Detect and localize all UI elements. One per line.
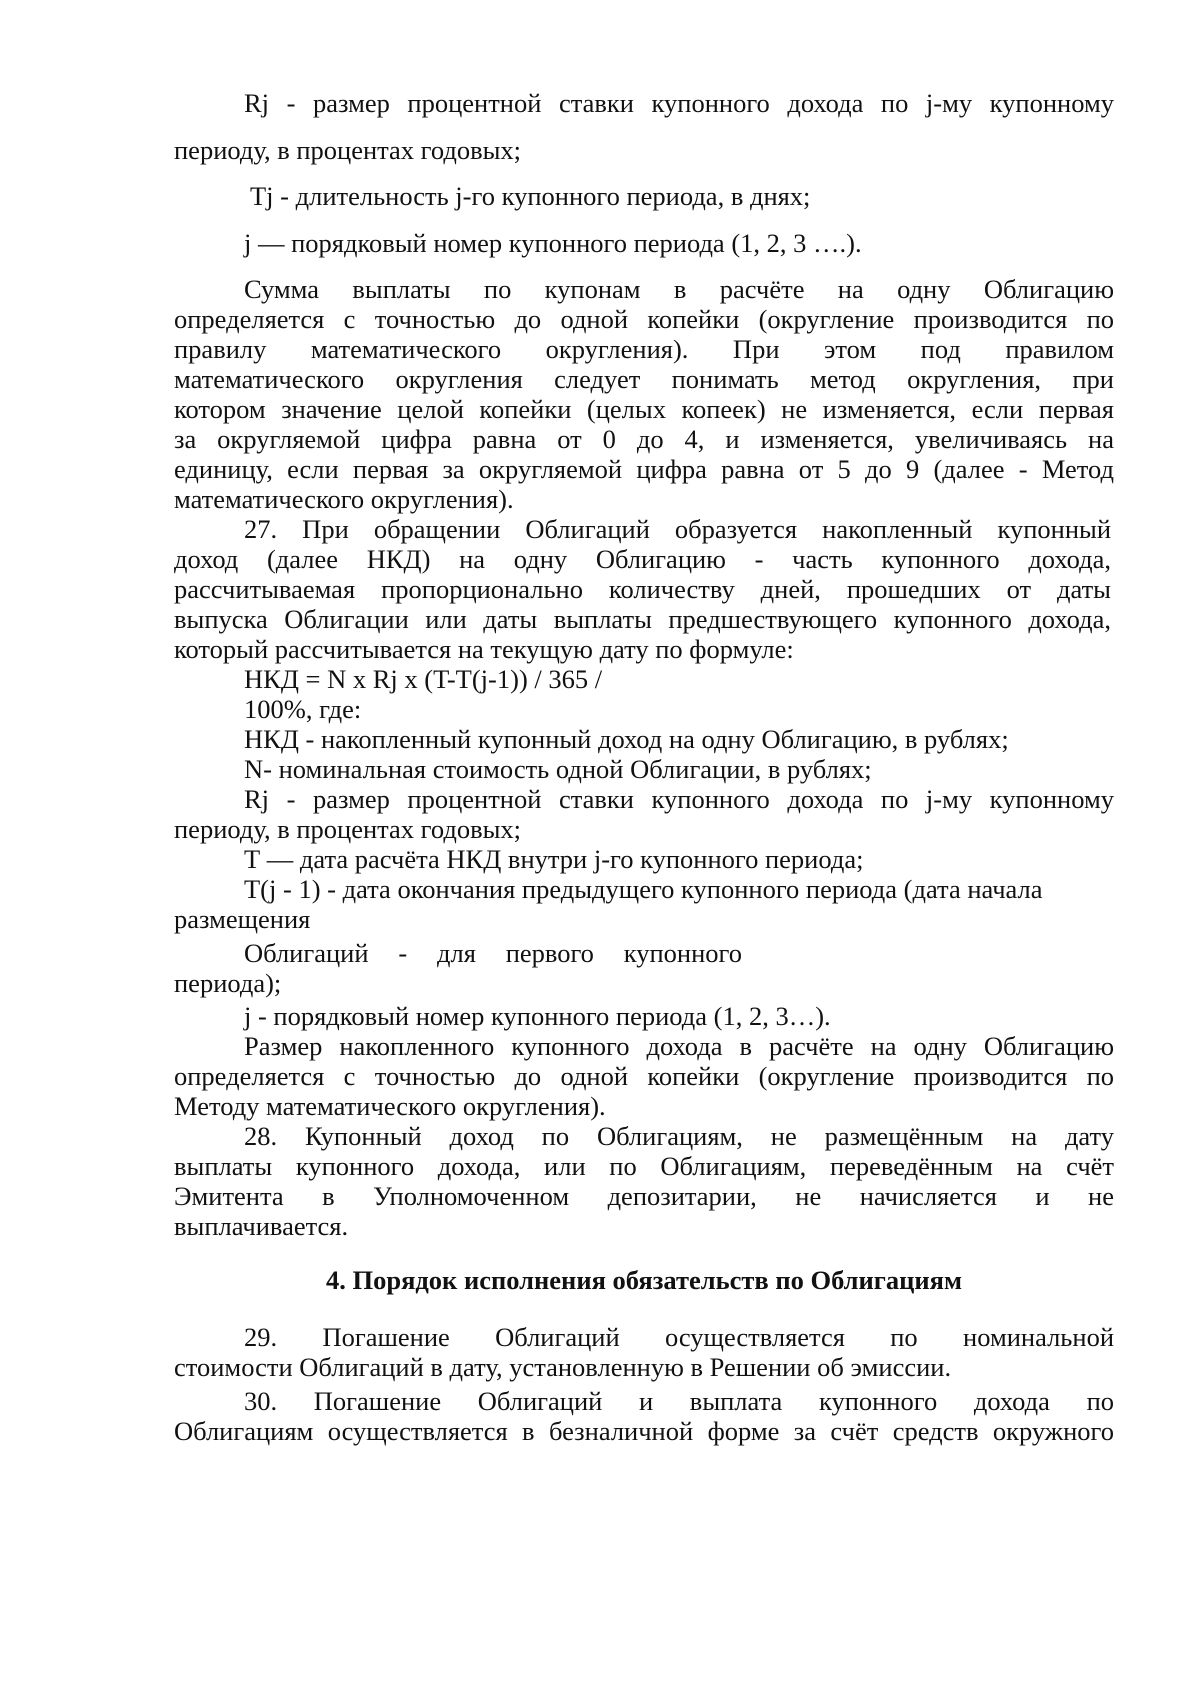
text-line-j-definition: j — порядковый номер купонного периода (1, 2, 3 ….). xyxy=(244,228,862,258)
paragraph-rounding-line: Сумма выплаты по купонам в расчёте на одну Облигацию xyxy=(244,274,1114,304)
definition-j: j - порядковый номер купонного периода (1, 2, 3…). xyxy=(244,1001,831,1031)
paragraph-nkd-rounding-line: определяется с точностью до одной копейки (округление производится по xyxy=(174,1061,1114,1091)
paragraph-rounding-line: определяется с точностью до одной копейки (округление производится по xyxy=(174,304,1114,334)
definition-n: N- номинальная стоимость одной Облигации, в рублях; xyxy=(244,754,872,784)
paragraph-27-line: рассчитываемая пропорционально количеству дней, прошедших от даты xyxy=(174,574,1111,604)
paragraph-29-line: стоимости Облигаций в дату, установленную в Решении об эмиссии. xyxy=(174,1352,952,1382)
formula-nkd-cont: 100%, где: xyxy=(244,694,362,724)
definition-tj1-cont: Облигаций - для первого купонного xyxy=(244,938,742,968)
paragraph-nkd-rounding-line: Размер накопленного купонного дохода в расчёте на одну Облигацию xyxy=(244,1031,1114,1061)
definition-rj: Rj - размер процентной ставки купонного дохода по j-му купонному xyxy=(244,784,1114,814)
paragraph-rounding-line: математического округления следует понимать метод округления, при xyxy=(174,364,1114,394)
definition-rj-cont: периоду, в процентах годовых; xyxy=(174,814,522,844)
formula-nkd: НКД = N x Rj x (T-T(j-1)) / 365 / xyxy=(244,664,603,694)
paragraph-nkd-rounding-line: Методу математического округления). xyxy=(174,1091,606,1121)
paragraph-30-line: 30. Погашение Облигаций и выплата купонного дохода по xyxy=(244,1386,1114,1416)
paragraph-27-line: выпуска Облигации или даты выплаты предшествующего купонного дохода, xyxy=(174,604,1111,634)
paragraph-28-line: выплачивается. xyxy=(174,1211,349,1241)
text-line-rj-definition: Rj - размер процентной ставки купонного дохода по j-му купонному xyxy=(244,88,1114,118)
paragraph-28-line: Эмитента в Уполномоченном депозитарии, не начисляется и не xyxy=(174,1181,1114,1211)
paragraph-27-line: доход (далее НКД) на одну Облигацию - часть купонного дохода, xyxy=(174,544,1111,574)
text-line-tj-definition: Tj - длительность j-го купонного периода, в днях; xyxy=(250,181,811,211)
paragraph-28-line: 28. Купонный доход по Облигациям, не размещённым на дату xyxy=(244,1121,1114,1151)
paragraph-rounding-line: единицу, если первая за округляемой цифра равна от 5 до 9 (далее - Метод xyxy=(174,454,1114,484)
text-line-rj-definition-cont: периоду, в процентах годовых; xyxy=(174,135,522,165)
paragraph-rounding-line: котором значение целой копейки (целых копеек) не изменяется, если первая xyxy=(174,394,1114,424)
paragraph-28-line: выплаты купонного дохода, или по Облигациям, переведённым на счёт xyxy=(174,1151,1114,1181)
paragraph-rounding-line: математического округления). xyxy=(174,484,514,514)
definition-tj1: T(j - 1) - дата окончания предыдущего купонного периода (дата начала xyxy=(244,874,1043,904)
definition-nkd: НКД - накопленный купонный доход на одну Облигацию, в рублях; xyxy=(244,724,1009,754)
paragraph-29-line: 29. Погашение Облигаций осуществляется по номинальной xyxy=(244,1322,1114,1352)
paragraph-27-line: который рассчитывается на текущую дату по формуле: xyxy=(174,634,794,664)
section-heading: 4. Порядок исполнения обязательств по Облигациям xyxy=(325,1265,963,1295)
paragraph-rounding-line: правилу математического округления). При этом под правилом xyxy=(174,334,1114,364)
paragraph-27-line: 27. При обращении Облигаций образуется накопленный купонный xyxy=(244,514,1111,544)
definition-t: Т — дата расчёта НКД внутри j-го купонного периода; xyxy=(244,844,864,874)
definition-tj1-cont: периода); xyxy=(174,968,282,998)
definition-tj1-cont: размещения xyxy=(174,904,311,934)
paragraph-rounding-line: за округляемой цифра равна от 0 до 4, и изменяется, увеличиваясь на xyxy=(174,424,1114,454)
paragraph-30-line: Облигациям осуществляется в безналичной форме за счёт средств окружного xyxy=(174,1416,1114,1446)
